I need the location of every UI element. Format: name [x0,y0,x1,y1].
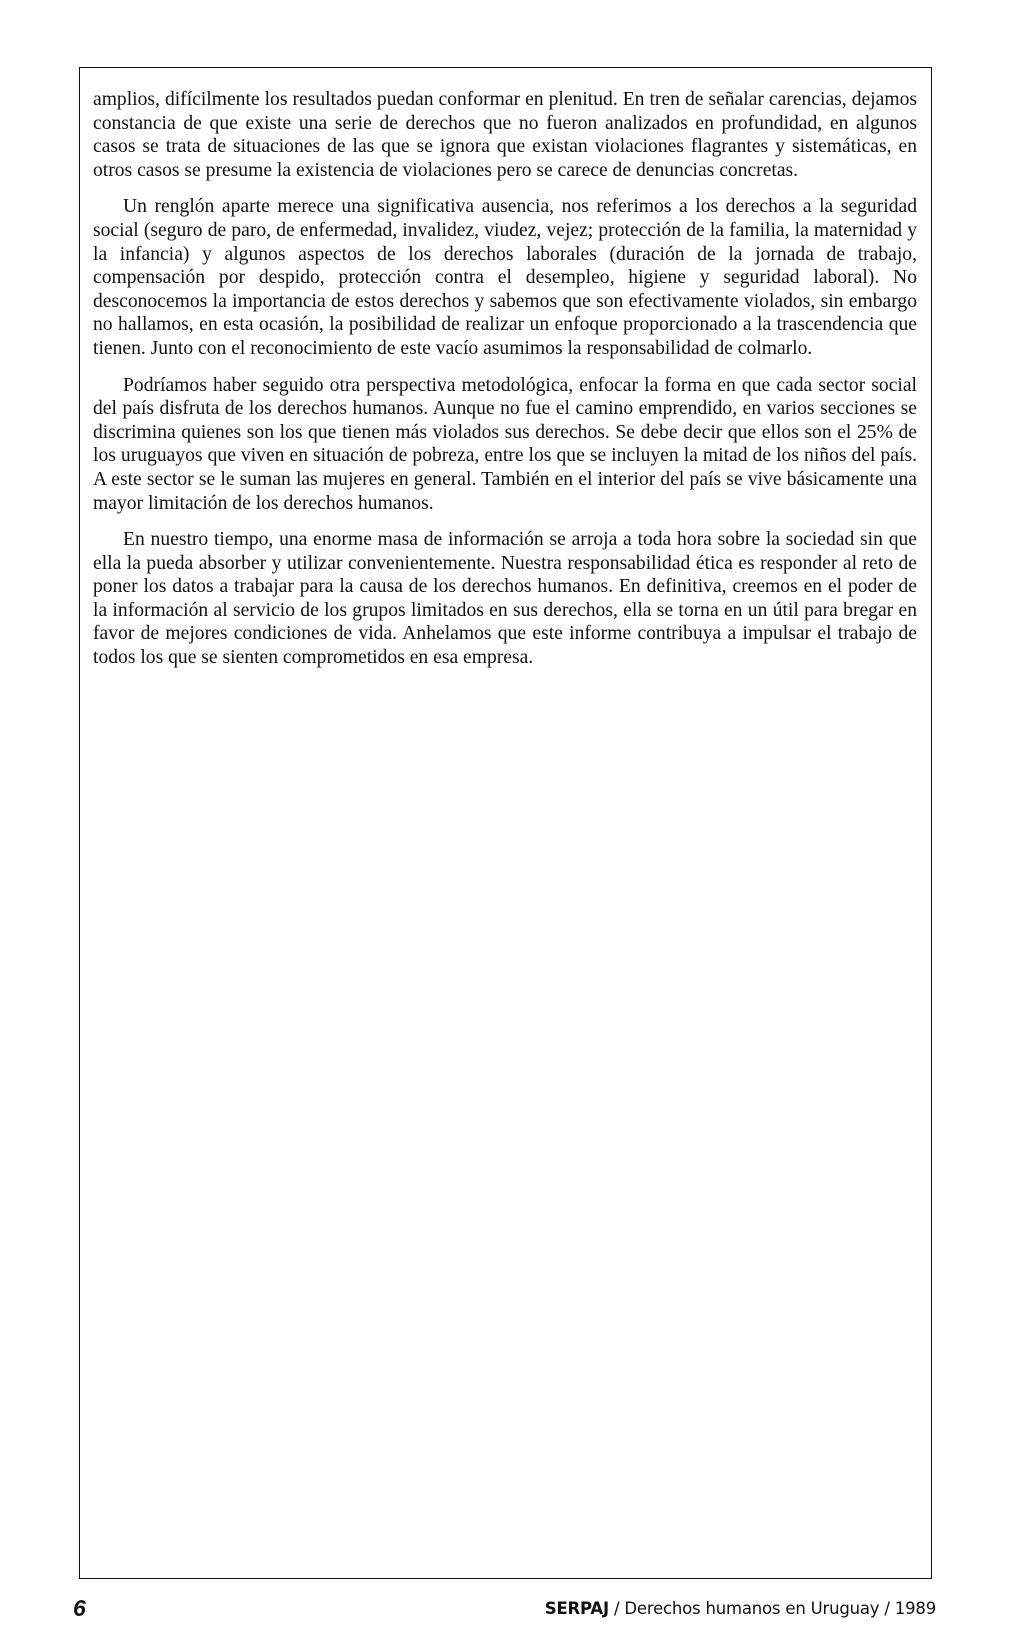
footer-org: SERPAJ [544,1599,609,1618]
paragraph-2: Un renglón aparte merece una significativa ausencia, nos referimos a los derechos a la seguridad social (seguro de paro, de enfermedad, invalidez, viudez, vejez; protección de la familia, la maternidad y la infancia) y algunos aspectos de los derechos laborales (duración de la jornada de trabajo, compensación por despido, protección contra el desempleo, higiene y seguridad laboral). No desconocemos la importancia de estos derechos y sabemos que son efectivamente violados, sin embargo no hallamos, en esta ocasión, la posibilidad de realizar un enfoque proporcionado a la trascendencia que tienen. Junto con el reconocimiento de este vacío asumimos la responsabilidad de colmarlo. [93,196,917,359]
footer-publication: / Derechos humanos en Uruguay / 1989 [608,1599,936,1618]
page-border-left [79,67,80,1579]
page-border-bottom [79,1578,932,1579]
body-text [93,88,917,683]
paragraph-3: Podríamos haber seguido otra perspectiva metodológica, enfocar la forma en que cada sector social del país disfruta de los derechos humanos. Aunque no fue el camino emprendido, en varios secciones se discrimina quienes son los que tienen más violados sus derechos. Se debe decir que ellos son el 25% de los uruguayos que viven en situación de pobreza, entre los que se incluyen la mitad de los niños del país. A este sector se le suman las mujeres en general. También en el interior del país se vive básicamente una mayor limitación de los derechos humanos. [93,374,917,514]
running-footer [545,1598,936,1620]
paragraph-1: amplios, difícilmente los resultados puedan conformar en plenitud. En tren de señalar carencias, dejamos constancia de que existe una serie de derechos que no fueron analizados en profundidad, en algunos casos se trata de situaciones de las que se ignora que existan violaciones flagrantes y sistemáticas, en otros casos se presume la existencia de violaciones pero se carece de denuncias concretas. [93,89,917,181]
paragraph-4: En nuestro tiempo, una enorme masa de información se arroja a toda hora sobre la sociedad sin que ella la pueda absorber y utilizar convenientemente. Nuestra responsabilidad ética es responder al reto de poner los datos a trabajar para la causa de los derechos humanos. En definitiva, creemos en el poder de la información al servicio de los grupos limitados en sus derechos, ella se torna en un útil para bregar en favor de mejores condiciones de vida. Anhelamos que este informe contribuya a impulsar el trabajo de todos los que se sienten comprometidos en esa empresa. [93,529,917,669]
page-number: 6 [73,1595,86,1621]
page-footer [73,1595,936,1625]
page-border-right [931,67,932,1579]
page-border-top [79,67,932,68]
